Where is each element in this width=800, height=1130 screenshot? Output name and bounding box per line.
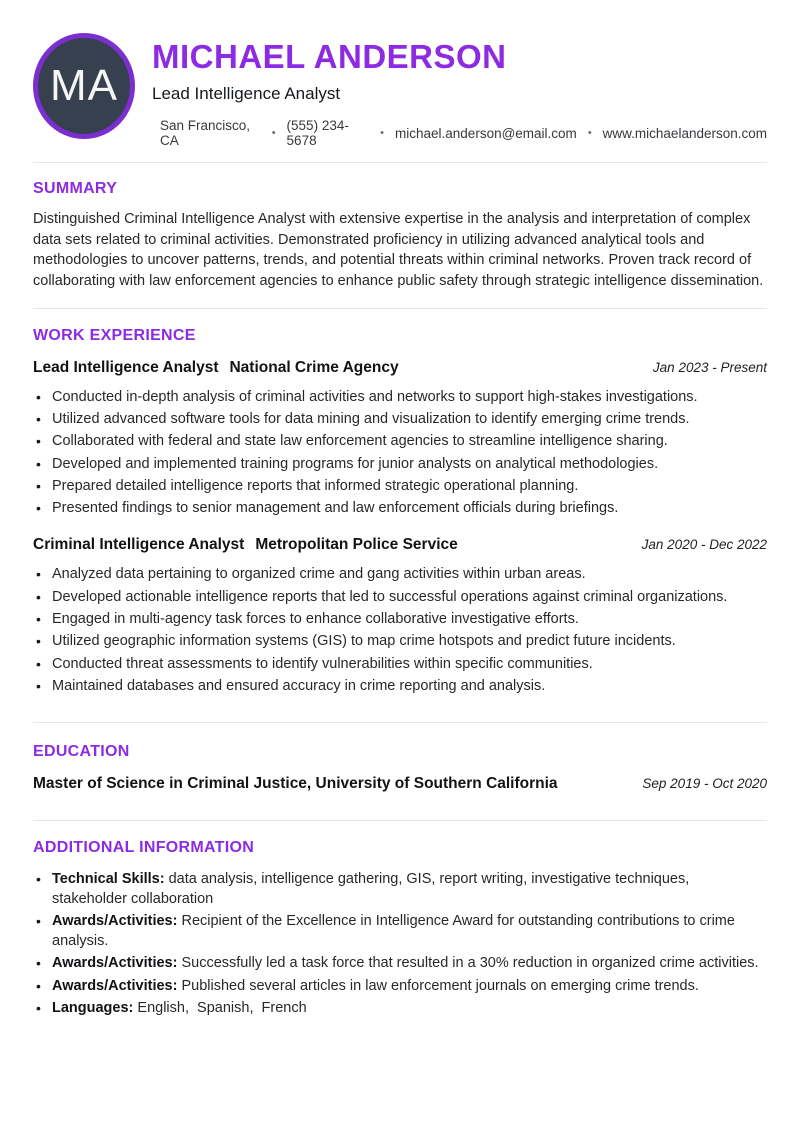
contact-location: San Francisco, CA — [160, 118, 251, 149]
avatar-initials: MA — [50, 61, 118, 110]
info-item-text: Recipient of the Excellence in Intelligence Award for outstanding contributions to crime analysis. — [52, 913, 739, 949]
job-bullet-list — [33, 563, 767, 697]
resume-header — [33, 0, 767, 162]
job-bullet-list — [33, 386, 767, 520]
job-bullet: • Utilized geographic information systems (GIS) to map crime hotspots and predict future incidents. — [33, 630, 767, 652]
job-bullet: • Conducted threat assessments to identify vulnerabilities within specific communities. — [33, 653, 767, 675]
education-heading: EDUCATION — [33, 743, 130, 761]
job-dates: Jan 2023 - Present — [652, 359, 767, 375]
education-section — [33, 723, 767, 820]
candidate-title: Lead Intelligence Analyst — [152, 84, 341, 104]
job-title-company — [33, 359, 399, 377]
summary-section — [33, 163, 767, 307]
info-item — [33, 912, 767, 951]
contact-phone: (555) 234-5678 — [286, 118, 349, 149]
work-experience-section — [33, 309, 767, 723]
job-entry — [33, 359, 767, 520]
candidate-name: MICHAEL ANDERSON — [152, 38, 507, 75]
info-item-text: Successfully led a task force that resulted in a 30% reduction in organized crime activities. — [177, 955, 759, 972]
additional-information-heading: ADDITIONAL INFORMATION — [33, 839, 255, 857]
job-bullet: • Presented findings to senior management and law enforcement officials during briefings. — [33, 497, 767, 519]
job-bullet: • Collaborated with federal and state law enforcement agencies to streamline intelligence sharing. — [33, 430, 767, 452]
job-bullet: • Engaged in multi-agency task forces to enhance collaborative investigative efforts. — [33, 608, 767, 630]
summary-heading: SUMMARY — [33, 180, 118, 198]
info-item-text: data analysis, intelligence gathering, GIS, report writing, investigative techniques, stakeholder collaboration — [52, 871, 694, 907]
job-bullet: • Developed and implemented training programs for junior analysts on analytical methodologies. — [33, 453, 767, 475]
job-bullet: • Utilized advanced software tools for data mining and visualization to identify emerging crime trends. — [33, 408, 767, 430]
avatar — [33, 33, 135, 139]
contact-website: www.michaelanderson.com — [602, 125, 767, 141]
job-entry — [33, 536, 767, 697]
info-item-text: English, Spanish, French — [133, 1000, 307, 1017]
job-header — [33, 536, 767, 554]
education-entry — [33, 775, 767, 793]
job-title: Criminal Intelligence Analyst — [33, 536, 245, 554]
header-text — [152, 33, 767, 148]
contact-row — [160, 118, 767, 148]
info-item-label: Awards/Activities: — [52, 977, 178, 994]
info-item-text: Published several articles in law enforcement journals on emerging crime trends. — [177, 977, 699, 994]
job-bullet: • Prepared detailed intelligence reports that informed strategic operational planning. — [33, 475, 767, 497]
education-dates: Sep 2019 - Oct 2020 — [642, 776, 767, 792]
contact-email: michael.anderson@email.com — [395, 125, 577, 141]
additional-info-list — [33, 870, 767, 1019]
job-bullet: • Conducted in-depth analysis of criminal activities and networks to support high-stakes investigations. — [33, 386, 767, 408]
info-item-label: Awards/Activities: — [52, 913, 178, 930]
job-dates: Jan 2020 - Dec 2022 — [641, 537, 767, 553]
job-title-company — [33, 536, 458, 554]
work-experience-heading: WORK EXPERIENCE — [33, 326, 196, 344]
info-item — [33, 999, 767, 1019]
education-degree: Master of Science in Criminal Justice, University of Southern California — [33, 775, 558, 793]
info-item — [33, 954, 767, 974]
info-item — [33, 977, 767, 997]
job-bullet: • Analyzed data pertaining to organized crime and gang activities within urban areas. — [33, 563, 767, 585]
job-title: Lead Intelligence Analyst — [33, 358, 219, 376]
job-company: Metropolitan Police Service — [255, 536, 458, 554]
job-company: National Crime Agency — [229, 358, 399, 376]
job-header — [33, 359, 767, 377]
info-item — [33, 870, 767, 909]
contact-separator-icon: • — [587, 127, 592, 140]
contact-separator-icon: • — [380, 127, 385, 140]
job-bullet: • Developed actionable intelligence reports that led to successful operations against criminal organizations. — [33, 586, 767, 608]
info-item-label: Technical Skills: — [52, 871, 165, 888]
info-item-label: Awards/Activities: — [52, 955, 178, 972]
job-bullet: • Maintained databases and ensured accuracy in crime reporting and analysis. — [33, 675, 767, 697]
additional-information-section — [33, 821, 767, 1019]
contact-separator-icon: • — [271, 127, 276, 140]
summary-text: Distinguished Criminal Intelligence Analyst with extensive expertise in the analysis and interpretation of complex data sets related to criminal activities. Demonstrated proficiency in utilizing advanced analytical tools and methodologies to uncover patterns, trends, and potential threats within criminal networks. Proven track record of collaborating with law enforcement agencies to enhance public safety through strategic intelligence dissemination. — [33, 211, 764, 290]
info-item-label: Languages: — [52, 1000, 134, 1017]
